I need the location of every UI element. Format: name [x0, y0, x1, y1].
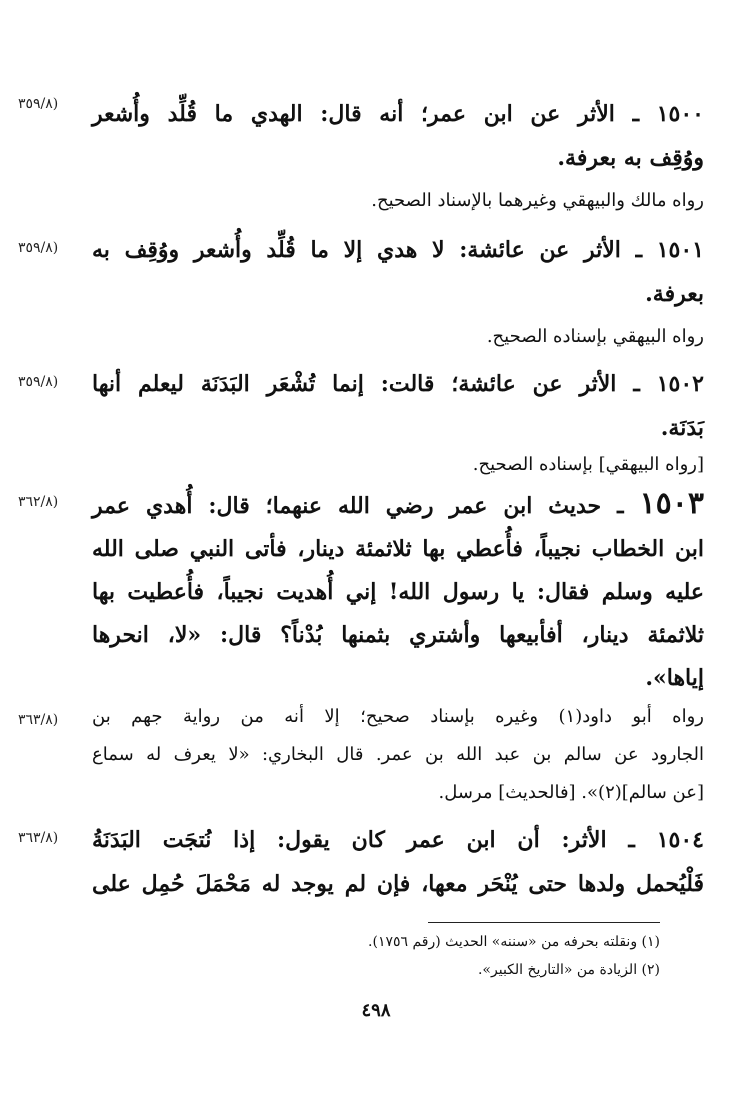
- text-line: [عن سالم](٢)». [فالحديث] مرسل.: [438, 782, 704, 803]
- footnote: (٢) الزيادة من «التاريخ الكبير».: [477, 962, 660, 978]
- hadith-number: ١٥٠٣: [639, 486, 704, 521]
- text-line: إياها».: [645, 665, 704, 691]
- entry-1502: [92, 362, 704, 450]
- margin-reference: (٣٥٩/٨: [18, 96, 59, 112]
- source-note: [92, 446, 704, 484]
- text-line: الجارود عن سالم بن عبد الله بن عمر. قال البخاري: «لا يعرف له سماع: [92, 744, 704, 765]
- entry-1501: [92, 228, 704, 316]
- text-line: رواه البيهقي بإسناده الصحيح.: [486, 326, 704, 347]
- margin-reference: (٣٦٣/٨: [18, 830, 59, 846]
- entry-1504: [92, 818, 704, 906]
- margin-reference: (٣٥٩/٨: [18, 374, 59, 390]
- margin-reference: (٣٦٣/٨: [18, 712, 59, 728]
- margin-reference: (٣٦٢/٨: [18, 494, 59, 510]
- footnote: (١) ونقلته بحرفه من «سننه» الحديث (رقم ١٧٥٦).: [368, 934, 660, 950]
- text-line: ووُقِف به بعرفة.: [557, 145, 704, 171]
- text-line: [92, 482, 704, 528]
- text-line: رواه مالك والبيهقي وغيرهما بالإسناد الصحيح.: [371, 190, 704, 211]
- text-segment: ـ حديث ابن عمر رضي الله عنهما؛ قال: أُهدي عمر: [92, 493, 624, 519]
- text-line: عليه وسلم فقال: يا رسول الله! إني أُهديت نجيباً، فأُعطيت بها: [92, 579, 704, 605]
- text-line: ١٥٠٢ ـ الأثر عن عائشة؛ قالت: إنما تُشْعَر البَدَنَة ليعلم أنها: [92, 371, 704, 397]
- source-note: [92, 698, 704, 812]
- text-line: رواه أبو داود(١) وغيره بإسناد صحيح؛ إلا أنه من رواية جهم بن: [92, 706, 704, 727]
- margin-reference: (٣٥٩/٨: [18, 240, 59, 256]
- text-line: بعرفة.: [645, 281, 704, 307]
- text-line: ١٥٠١ ـ الأثر عن عائشة: لا هدي إلا ما قُلِّد وأُشعر ووُقِف به: [92, 237, 704, 263]
- text-line: [رواه البيهقي] بإسناده الصحيح.: [472, 454, 704, 475]
- entry-1500: [92, 92, 704, 180]
- footnote-divider: [428, 922, 660, 923]
- entry-1503: [92, 482, 704, 700]
- source-note: [92, 318, 704, 356]
- text-line: ١٥٠٤ ـ الأثر: أن ابن عمر كان يقول: إذا نُتجَت البَدَنَةُ: [92, 827, 704, 853]
- text-line: ١٥٠٠ ـ الأثر عن ابن عمر؛ أنه قال: الهدي ما قُلِّد وأُشعر: [92, 101, 704, 127]
- text-line: ثلاثمئة دينار، أفأبيعها وأشتري بثمنها بُدْناً؟ قال: «لا، انحرها: [92, 622, 704, 648]
- page-number: ٤٩٨: [361, 1000, 391, 1021]
- text-line: بَدَنَة.: [660, 415, 704, 441]
- text-line: فَلْيُحمل ولدها حتى يُنْحَر معها، فإن لم يوجد له مَحْمَلَ حُمِل على: [92, 871, 704, 897]
- text-line: ابن الخطاب نجيباً، فأُعطي بها ثلاثمئة دينار، فأتى النبي صلى الله: [92, 536, 704, 562]
- source-note: [92, 182, 704, 220]
